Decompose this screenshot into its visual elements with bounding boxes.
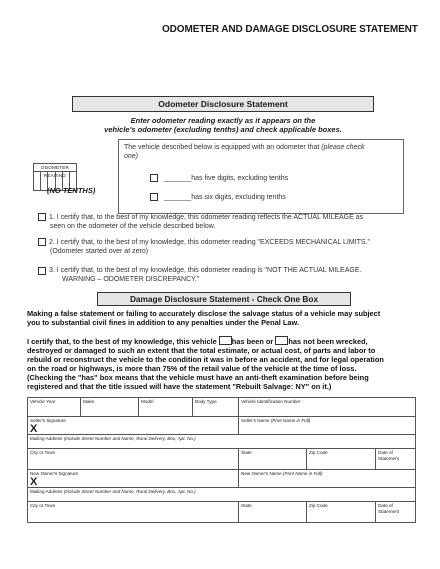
new-owner-date-field[interactable] [376,502,416,523]
equipped-text: The vehicle described below is equipped with an odometer that [124,144,320,151]
body-type-field[interactable] [193,398,239,417]
make-label: Make [83,399,95,404]
certification-3-line-1: 3. I certify that, to the best of my knowledge, this odometer reading is "NOT THE ACTUAL MILEAGE. [49,267,362,274]
damage-line-4: on the road or highways, is more than 75% of the retail value of the vehicle at the time of loss. [27,364,357,373]
seller-mailing-address-label: Mailing Address [30,436,63,441]
damage-certification [27,336,384,391]
damage-line-3: rebuild or reconstruct the vehicle to the condition it was in before an accident, and for legal operation [27,355,384,364]
certification-3-checkbox[interactable] [38,267,46,275]
seller-signature-x-mark: X [30,423,38,435]
sellers-signature-label: Seller's Signature [30,418,66,423]
seller-date-label: Date of Statement [378,450,399,461]
certification-1 [49,213,363,231]
equipped-note-2: one) [124,153,139,160]
new-owners-signature-field[interactable] [28,470,239,488]
seller-date-field[interactable] [376,449,416,470]
warning-line-1: Making a false statement or failing to accurately disclose the salvage status of a vehicle may subject [27,309,381,318]
certification-1-checkbox[interactable] [38,213,46,221]
certification-1-line-1: 1. I certify that, to the best of my knowledge, this odometer reading reflects the ACTUAL MILEAGE as [49,214,364,221]
equipped-note: (please check [321,144,365,151]
damage-warning [27,309,380,327]
seller-zip-field[interactable] [307,449,376,470]
certification-1-line-2: seen on the odometer of the vehicle described below. [50,223,216,230]
new-owners-name-label: New Owner's Name [241,471,282,476]
odometer-reading-label: ODOMETER READING [34,164,76,172]
odometer-instructions [60,116,386,134]
seller-city-field[interactable] [28,449,239,470]
six-digits-option: _______has six digits, excluding tenths [164,194,286,201]
damage-section-heading: Damage Disclosure Statement - Check One Box [97,292,351,306]
vehicle-year-label: Vehicle Year [30,399,56,404]
or-label: or [265,337,274,346]
seller-mailing-address-field[interactable] [28,435,416,449]
new-owners-signature-label: New Owner's Signature [30,471,79,476]
new-owner-mailing-address-field[interactable] [28,488,416,502]
damage-line-5: (Checking the "has" box means that the vehicle must have an anti-theft examination before being [27,373,369,382]
damage-certify-line [27,336,384,346]
model-field[interactable] [139,398,193,417]
certify-prefix: I certify that, to the best of my knowledge, this vehicle [27,337,217,346]
seller-state-field[interactable] [239,449,307,470]
new-owner-mailing-address-label: Mailing Address [30,489,63,494]
certification-3-line-2: WARNING – ODOMETER DISCREPANCY." [62,276,200,283]
damage-line-6: registered and that the title issued will have the statement "Rebuilt Salvage: NY" on it.) [27,382,332,391]
vehicle-year-field[interactable] [28,398,81,417]
has-not-been-label: has not been wrecked, [288,337,368,346]
new-owner-mailing-address-note: (Include Street Number and Name, Rural Delivery, Box, Apt. No.) [63,489,196,494]
new-owner-state-field[interactable] [239,502,307,523]
digit-cell[interactable] [34,172,41,190]
sellers-signature-field[interactable] [28,417,239,435]
five-digits-checkbox[interactable] [150,174,158,182]
new-owner-zip-label: Zip Code [309,503,328,508]
certification-3 [49,266,361,284]
new-owner-city-label: City or Town [30,503,56,508]
certification-2-checkbox[interactable] [38,238,46,246]
instruction-line-2: vehicle's odometer (excluding tenths) and check applicable boxes. [104,125,342,134]
make-field[interactable] [81,398,139,417]
seller-city-label: City or Town [30,450,56,455]
damage-line-2: destroyed or damaged to such an extent that the total estimate, or actual cost, of parts and labor to [27,346,376,355]
instruction-line-1: Enter odometer reading exactly as it appears on the [130,116,316,125]
new-owners-print-name-note: (Print Name in Full) [282,471,323,476]
body-type-label: Body Type [195,399,217,404]
new-owner-city-field[interactable] [28,502,239,523]
seller-zip-label: Zip Code [309,450,328,455]
model-label: Model [141,399,154,404]
seller-state-label: State [241,450,252,455]
sellers-name-field[interactable] [239,417,416,435]
vin-label: Vehicle Identification Number [241,399,301,404]
certification-2-line-2: (Odometer started over at zero) [50,248,149,255]
sellers-print-name-note: (Print Name in Full) [270,418,311,423]
new-owner-signature-x-mark: X [30,476,38,488]
vin-field[interactable] [239,398,416,417]
new-owner-state-label: State [241,503,252,508]
no-tenths-note: (NO TENTHS) [47,186,96,195]
warning-line-2: you to substantial civil fines in addition to any penalties under the Penal Law. [27,318,299,327]
odometer-section-heading: Odometer Disclosure Statement [72,96,374,112]
has-been-label: has been [231,337,264,346]
new-owner-date-label: Date of Statement [378,503,399,514]
document-title: ODOMETER AND DAMAGE DISCLOSURE STATEMENT [162,24,418,35]
new-owners-name-field[interactable] [239,470,416,488]
certification-2-line-1: 2. I certify that, to the best of my knowledge, this odometer reading "EXCEEDS MECHANICAL LIMITS." [49,239,371,246]
five-digits-option: _______has five digits, excluding tenths [164,175,289,182]
seller-mailing-address-note: (Include Street Number and Name, Rural Delivery, Box, Apt. No.) [63,436,196,441]
certification-2 [49,238,370,256]
six-digits-checkbox[interactable] [150,193,158,201]
new-owner-zip-field[interactable] [307,502,376,523]
has-been-checkbox[interactable] [219,336,232,345]
has-not-been-checkbox[interactable] [275,336,288,345]
odometer-equipment-text [124,143,400,161]
sellers-name-label: Seller's Name [241,418,270,423]
vehicle-transfer-form [27,397,416,523]
